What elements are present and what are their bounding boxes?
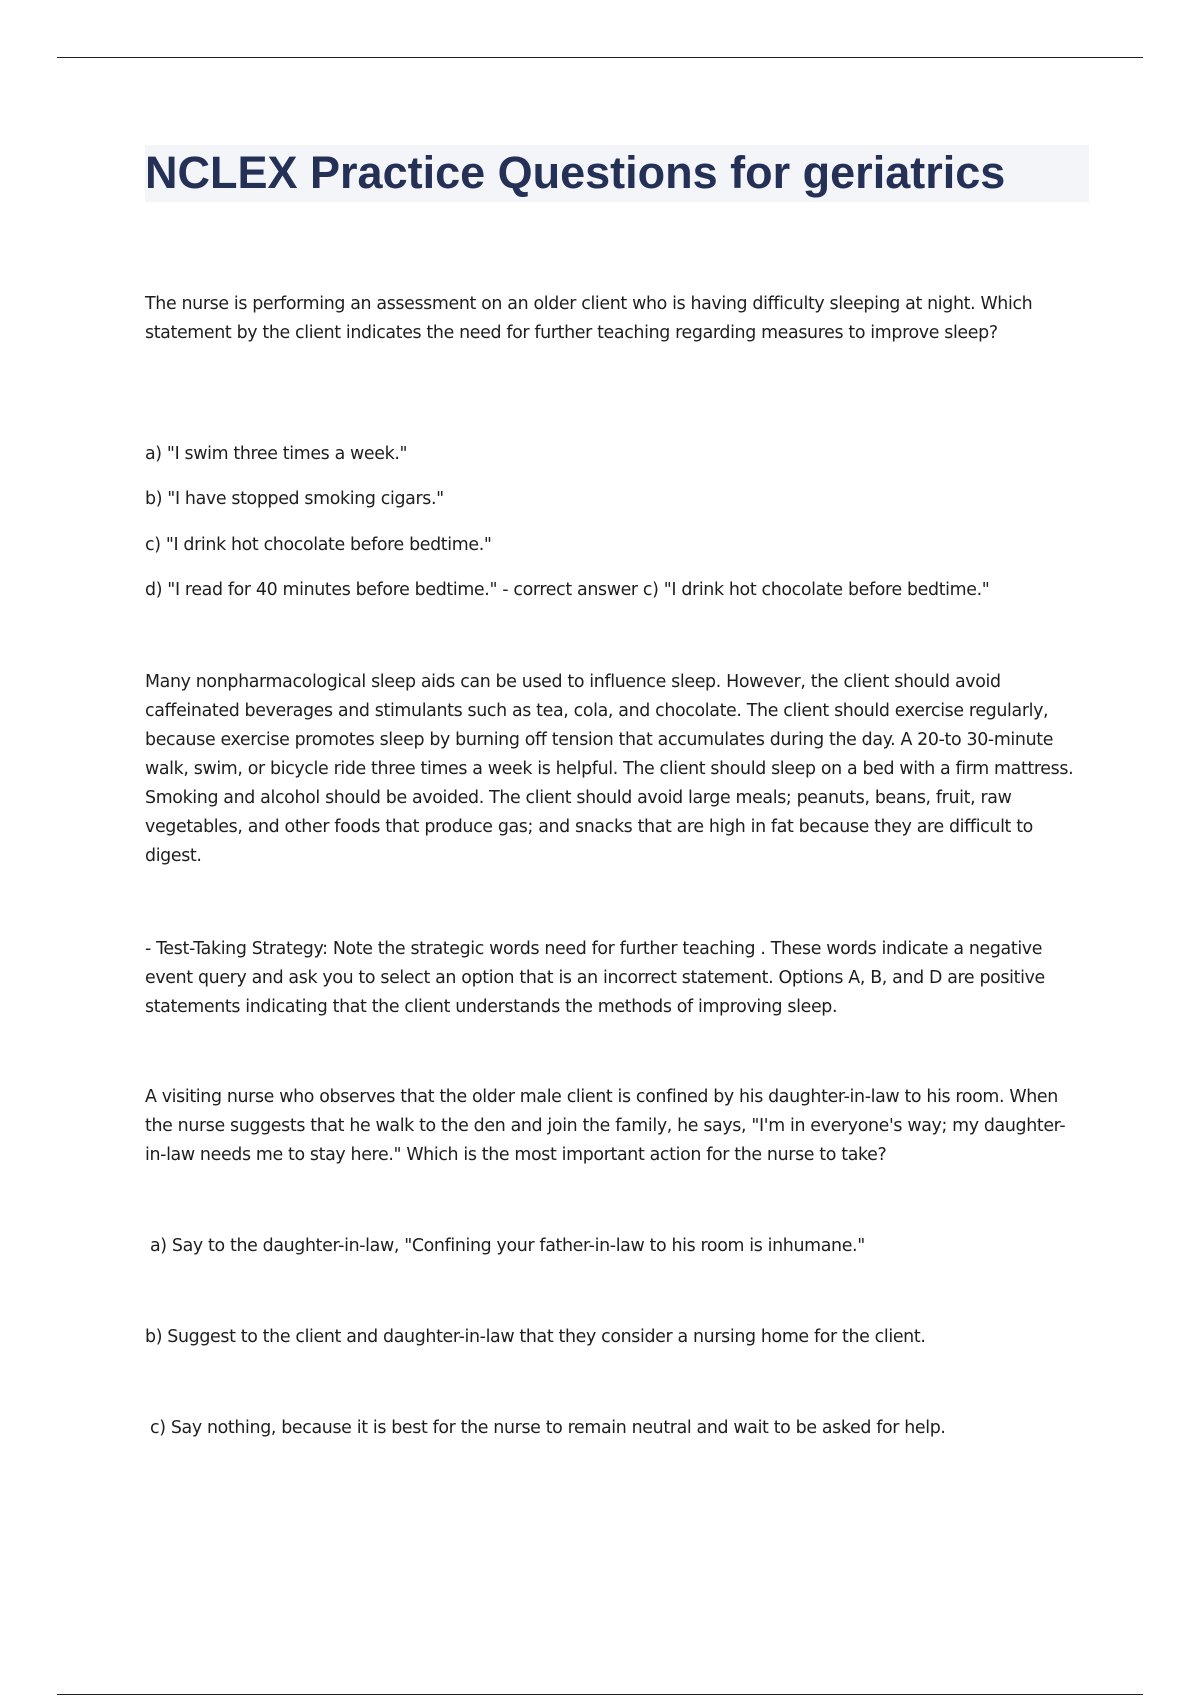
question-2-option-c: c) Say nothing, because it is best for the nurse to remain neutral and wait to be asked for help. xyxy=(150,1418,946,1438)
question-1-strategy: - Test-Taking Strategy: Note the strategic words need for further teaching . These words indicate a negative event query and ask you to select an option that is an incorrect statement. Options A, B, and D are positive statements indicating that the client understands the methods of improving sleep. xyxy=(145,939,1045,1017)
bottom-divider xyxy=(57,1694,1143,1695)
question-1-option-b: b) "I have stopped smoking cigars." xyxy=(145,489,444,509)
document-title: NCLEX Practice Questions for geriatrics xyxy=(145,147,1006,198)
question-1-option-c: c) "I drink hot chocolate before bedtime." xyxy=(145,535,492,555)
question-2-option-a: a) Say to the daughter-in-law, "Confining your father-in-law to his room is inhumane." xyxy=(150,1236,865,1256)
top-divider xyxy=(57,57,1143,58)
question-1-option-d-answer: d) "I read for 40 minutes before bedtime." - correct answer c) "I drink hot chocolate before bedtime." xyxy=(145,580,990,600)
question-2-option-b: b) Suggest to the client and daughter-in-law that they consider a nursing home for the client. xyxy=(145,1327,926,1347)
question-1-rationale: Many nonpharmacological sleep aids can be used to influence sleep. However, the client should avoid caffeinated beverages and stimulants such as tea, cola, and chocolate. The client should exercise regularly, because exercise promotes sleep by burning off tension that accumulates during the day. A 20-to 30-minute walk, swim, or bicycle ride three times a week is helpful. The client should sleep on a bed with a firm mattress. Smoking and alcohol should be avoided. The client should avoid large meals; peanuts, beans, fruit, raw vegetables, and other foods that produce gas; and snacks that are high in fat because they are difficult to digest. xyxy=(145,672,1074,866)
question-1-option-a: a) "I swim three times a week." xyxy=(145,444,408,464)
question-1-stem: The nurse is performing an assessment on an older client who is having difficulty sleeping at night. Which statement by the client indicates the need for further teaching regarding measures to improve sleep? xyxy=(145,294,1033,343)
question-2-stem: A visiting nurse who observes that the older male client is confined by his daughter-in-law to his room. When the nurse suggests that he walk to the den and join the family, he says, "I'm in everyone's way; my daughter-in-law needs me to stay here." Which is the most important action for the nurse to take? xyxy=(145,1087,1066,1165)
